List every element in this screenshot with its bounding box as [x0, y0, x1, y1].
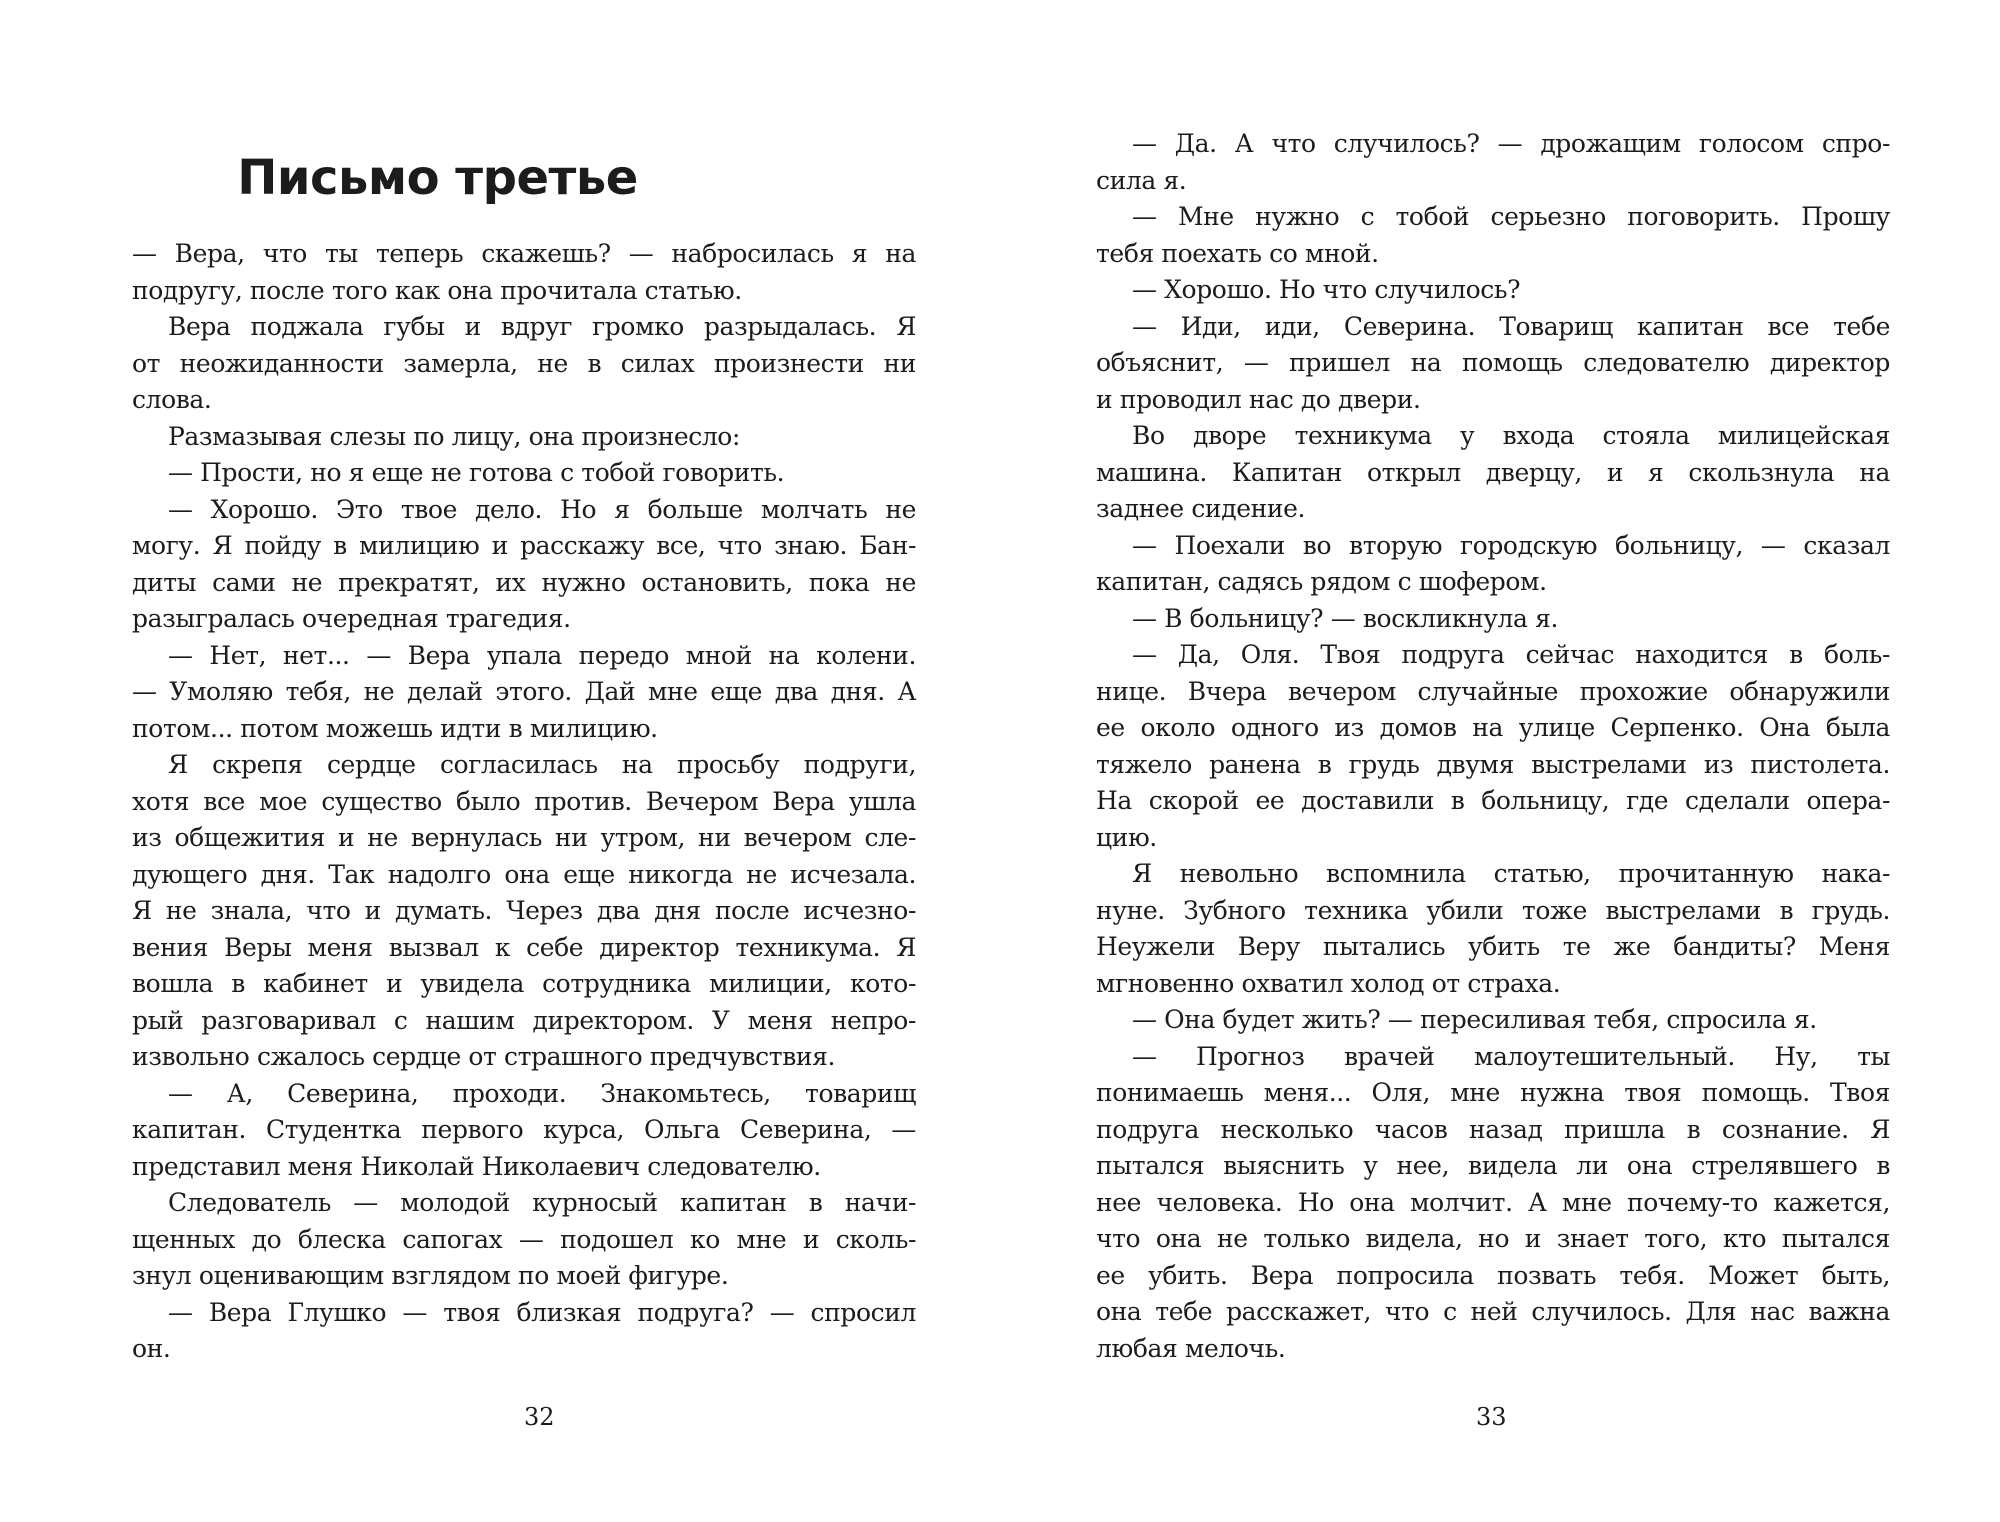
- text-line: сила я.: [1096, 165, 1187, 195]
- text-line: Размазывая слезы по лицу, она произнесло:: [168, 421, 740, 451]
- text-line: она тебе расскажет, что с ней случилось. Для нас важна: [1096, 1297, 1890, 1326]
- text-line: щенных до блеска сапогах — подошел ко мне и сколь-: [132, 1224, 916, 1254]
- text-line: — Вера, что ты теперь скажешь? — набросилась я на: [132, 239, 916, 268]
- left-page-text: [132, 236, 916, 1368]
- text-line: Во дворе техникума у входа стояла милицейская: [1132, 421, 1890, 450]
- text-line: из общежития и не вернулась ни утром, ни вечером сле-: [132, 823, 916, 852]
- text-line: хотя все мое существо было против. Вечером Вера ушла: [132, 786, 916, 816]
- text-line: он.: [132, 1334, 171, 1363]
- right-page-text: [1096, 126, 1890, 1367]
- right-page: [1000, 0, 2000, 1522]
- text-line: капитан. Студентка первого курса, Ольга Северина, —: [132, 1115, 916, 1144]
- text-line: капитан, садясь рядом с шофером.: [1096, 567, 1547, 596]
- chapter-title: Письмо третье: [237, 150, 638, 206]
- text-line: подруга несколько часов назад пришла в сознание. Я: [1096, 1114, 1890, 1144]
- text-line: — Прости, но я еще не готова с тобой говорить.: [168, 458, 785, 487]
- text-line: — Мне нужно с тобой серьезно поговорить. Прошу: [1132, 202, 1890, 231]
- text-line: понимаешь меня... Оля, мне нужна твоя помощь. Твоя: [1096, 1078, 1890, 1107]
- text-line: Я не знала, что и думать. Через два дня после исчезно-: [132, 896, 916, 925]
- text-line: нуне. Зубного техника убили тоже выстрелами в грудь.: [1096, 895, 1890, 925]
- text-line: рый разговаривал с нашим директором. У меня непро-: [132, 1005, 916, 1035]
- page-number: 33: [1476, 1403, 1507, 1431]
- text-line: от неожиданности замерла, не в силах произнести ни: [132, 348, 916, 378]
- text-line: Неужели Веру пытались убить те же бандиты? Меня: [1096, 932, 1890, 961]
- text-line: — Да. А что случилось? — дрожащим голосом спро-: [1132, 129, 1890, 158]
- text-line: — В больницу? — воскликнула я.: [1132, 603, 1559, 633]
- text-line: пытался выяснить у нее, видела ли она стрелявшего в: [1096, 1151, 1890, 1180]
- text-line: — Да, Оля. Твоя подруга сейчас находится в боль-: [1132, 640, 1890, 669]
- text-line: цию.: [1096, 822, 1157, 852]
- text-line: нице. Вчера вечером случайные прохожие обнаружили: [1096, 676, 1890, 706]
- text-line: дующего дня. Так надолго она еще никогда не исчезала.: [132, 859, 916, 889]
- text-line: — Вера Глушко — твоя близкая подруга? — спросил: [168, 1297, 916, 1327]
- text-line: любая мелочь.: [1096, 1333, 1286, 1363]
- text-line: На скорой ее доставили в больницу, где сделали опера-: [1096, 786, 1890, 815]
- text-line: вения Веры меня вызвал к себе директор техникума. Я: [132, 932, 916, 962]
- text-line: разыгралась очередная трагедия.: [132, 604, 571, 633]
- text-line: объяснит, — пришел на помощь следователю директор: [1096, 348, 1890, 377]
- text-line: что она не только видела, но и знает того, кто пытался: [1096, 1224, 1890, 1253]
- text-line: ее около одного из домов на улице Серпенко. Она была: [1096, 713, 1890, 742]
- text-line: потом... потом можешь идти в милицию.: [132, 713, 658, 743]
- text-line: диты сами не прекратят, их нужно остановить, пока не: [132, 567, 916, 597]
- text-line: представил меня Николай Николаевич следователю.: [132, 1151, 821, 1181]
- text-line: Следователь — молодой курносый капитан в начи-: [168, 1188, 916, 1217]
- text-line: — Иди, иди, Северина. Товарищ капитан все тебе: [1132, 311, 1890, 341]
- text-line: и проводил нас до двери.: [1096, 384, 1421, 414]
- text-line: — Нет, нет... — Вера упала передо мной на колени.: [168, 640, 916, 670]
- text-line: знул оценивающим взглядом по моей фигуре.: [132, 1261, 729, 1290]
- text-line: тяжело ранена в грудь двумя выстрелами из пистолета.: [1096, 749, 1890, 779]
- text-line: — Она будет жить? — пересиливая тебя, спросила я.: [1132, 1005, 1817, 1034]
- text-line: — Умоляю тебя, не делай этого. Дай мне еще два дня. А: [132, 677, 916, 706]
- text-line: тебя поехать со мной.: [1096, 238, 1379, 268]
- text-line: — Поехали во вторую городскую больницу, — сказал: [1132, 530, 1890, 560]
- text-line: — А, Северина, проходи. Знакомьтесь, товарищ: [168, 1078, 916, 1108]
- text-line: могу. Я пойду в милицию и расскажу все, что знаю. Бан-: [132, 531, 916, 560]
- text-line: слова.: [132, 385, 212, 414]
- text-line: Вера поджала губы и вдруг громко разрыдалась. Я: [168, 312, 916, 341]
- text-line: мгновенно охватил холод от страха.: [1096, 968, 1561, 998]
- text-line: машина. Капитан открыл дверцу, и я скользнула на: [1096, 457, 1890, 487]
- text-line: заднее сидение.: [1096, 494, 1306, 523]
- text-line: — Прогноз врачей малоутешительный. Ну, ты: [1132, 1041, 1890, 1071]
- text-line: Я скрепя сердце согласилась на просьбу подруги,: [168, 750, 916, 779]
- text-line: ее убить. Вера попросила позвать тебя. Может быть,: [1096, 1260, 1890, 1290]
- text-line: Я невольно вспомнила статью, прочитанную нака-: [1132, 859, 1890, 888]
- page-number: 32: [524, 1403, 555, 1431]
- text-line: — Хорошо. Но что случилось?: [1132, 275, 1521, 304]
- text-line: извольно сжалось сердце от страшного предчувствия.: [132, 1042, 836, 1071]
- text-line: нее человека. Но она молчит. А мне почему-то кажется,: [1096, 1187, 1890, 1217]
- text-line: подругу, после того как она прочитала статью.: [132, 275, 742, 305]
- text-line: — Хорошо. Это твое дело. Но я больше молчать не: [168, 494, 916, 524]
- text-line: вошла в кабинет и увидела сотрудника милиции, кото-: [132, 969, 916, 998]
